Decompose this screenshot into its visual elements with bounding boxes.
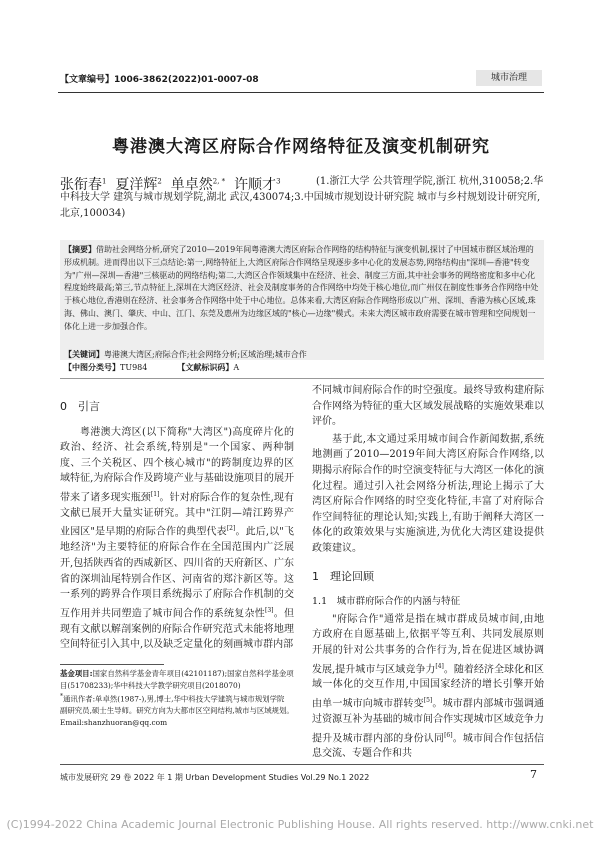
footnote-rule [60,664,164,665]
keywords [64,349,540,360]
author-name: 许顺才 [234,177,277,193]
copyright-watermark: (C)1994-2022 China Academic Journal Electronic Publishing House. All rights reserved. http://www.cnki.net [6,818,594,831]
clc-value: TU984 [120,363,148,372]
classification [64,362,239,373]
footnotes: 基金项目:国家自然科学基金青年项目(42101187);国家自然科学基金项目(51708233);华中科技大学教学研究项目(2018070) *通讯作者:单卓然(1987-),男,博士,华中科技大学建筑与城市规划学院 副研究员,硕士生导师。研究方向为大都市区空间结构,城市与区域规划。Email:shanzhuoran@qq.com [60,669,294,727]
page-number: 7 [530,768,537,781]
author-sup: 3 [276,177,281,186]
paragraph: 粤港澳大湾区(以下简称"大湾区")高度碎片化的政治、经济、社会系统,特别是"一个国家、两种制度、三个关税区、四个核心城市"的跨制度边界的区域特征,为府际合作及跨境产业与基础设施项目的展开带来了诸多现实瓶颈[1]。针对府际合作的复杂性,现有文献已展开大量实证研究。其中"江阴—靖江跨界产业园区"是早期的府际合作的典型代表[2]。此后,以"飞地经济"为主要特征的府际合作在全国范围内广泛展开,包括陕西省的西咸新区、四川省的天府新区、广东省的深圳汕尾特别合作区、河南省的郑汴新区等。这一系列的跨界合作项目系统揭示了府际合作机制的交互作用并共同塑造了城市间合作的系统复杂性[3]。但现有文献以解剖案例的府际合作研究范式未能将地理空间特征引入其中,以及缺乏定量化的刻画城市群内部 [60,426,294,651]
top-rule [58,92,544,93]
right-column [312,383,544,762]
abstract-label: 【摘要】 [64,245,96,254]
article-number: 【文章编号】1006-3862(2022)01-0007-08 [60,75,259,85]
abstract-text: 借助社会网络分析,研究了2010—2019年间粤港澳大湾区府际合作网络的结构特征与演变机制,探讨了中国城市群区域治理的形成机制。进而得出以下三点结论:第一,网络特征上,大湾区府际合作网络呈现逐步多中心化的发展态势,网络结构由"深圳—香港"转变为"广州—深圳—香港"三核驱动的网络结构;第二,大湾区合作领域集中在经济、社会、制度三方面,其中社会事务的网络密度和多中心化程度始终最高;第三,节点特征上,深圳在大湾区经济、社会及制度事务的合作网络中均处于核心地位,而广州仅在制度性事务合作网络中处于核心地位,香港则在经济、社会事务合作网络中处于中心地位。总体来看,大湾区府际合作网络形成以广州、深圳、香港为核心区域,珠海、佛山、澳门、肇庆、中山、江门、东莞及惠州为边缘区域的"核心—边缘"模式。未来大湾区城市政府需要在城市管理和空间规划一体化上进一步加强合作。 [64,245,539,331]
abstract [64,244,540,334]
section-tag: 城市治理 [476,70,542,86]
paragraph: 基于此,本文通过采用城市间合作新闻数据,系统地测画了2010—2019年间大湾区府际合作网络,以期揭示府际合作的时空演变特征与大湾区一体化的演化过程。通过引入社会网络分析法,理论上揭示了大湾区府际合作网络的时空变化特征,丰富了对府际合作空间特征的理论认知;实践上,有助于阐释大湾区一体化的政策效果与实施演进,为优化大湾区建设提供政策建议。 [312,433,544,554]
author-sup: 2 [157,177,162,186]
paragraph: 不同城市间府际合作的时空强度。最终导致构建府际合作网络为特征的重大区域发展战略的实施效果难以评价。 [312,385,544,428]
author-name: 夏洋辉 [115,177,158,193]
subsection-heading: 1.1 城市群府际合作的内涵与特征 [312,596,461,608]
paper-title: 粤港澳大湾区府际合作网络特征及演变机制研究 [112,137,490,157]
section-heading: 1 理论回顾 [312,569,374,583]
left-column [60,395,294,653]
journal-footer: 城市发展研究 29 卷 2022 年 1 期 Urban Development Studies Vol.29 No.1 2022 [60,773,370,782]
keywords-text: 粤港澳大湾区;府际合作;社会网络分析;区域治理;城市合作 [104,350,307,359]
author-sup: 1 [102,177,107,186]
doc-code-value: A [233,363,240,372]
abstract-rule [60,378,544,379]
section-heading: 0 引言 [60,400,100,413]
keywords-label: 【关键词】 [64,350,104,359]
paragraph: "府际合作"通常是指在城市群成员城市间,由地方政府在自愿基础上,依据平等互利、共同发展原则开展的针对公共事务的合作行为,旨在促进区域协调发展,提升城市与区域竞争力[4]。随着经济全球化和区域一体化的交互作用,中国国家经济的增长引擎开始由单一城市向城市群转变[5]。城市群内部城市强调通过资源互补为基础的城市间合作实现城市区域竞争力提升及城市群内部的身份认同[6]。城市间合作包括信息交流、专题合作和共 [312,613,545,760]
affiliations: (1.浙江大学 公共管理学院,浙江 杭州,310058;2.华中科技大学 建筑与城市规划学院,湖北 武汉,430074;3.中国城市规划设计研究院 城市与乡村规划设计研究所,北京,100034) [60,176,544,219]
author-name: 张衔春 [60,177,102,193]
clc-label: 【中图分类号】 [64,363,120,372]
author-sup: 2, * [212,177,226,186]
doc-code-label: 【文献标识码】 [177,363,234,372]
footer-rule [60,764,544,765]
author-name: 单卓然 [170,177,213,193]
